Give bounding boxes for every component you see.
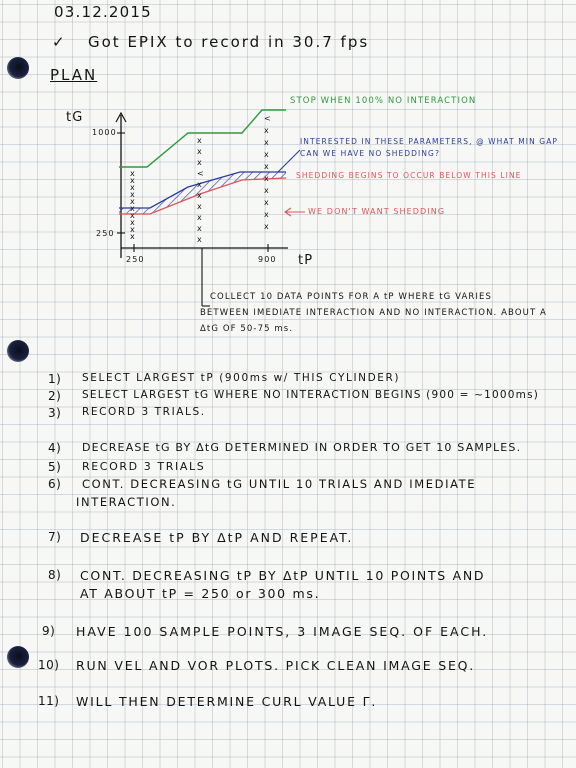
step-text: RECORD 3 TRIALS. (82, 406, 206, 418)
step-number: 1) (48, 372, 62, 386)
step-text: CONT. DECREASING tG UNTIL 10 TRIALS AND IMEDIATE (82, 477, 477, 491)
y-tick-1000: 1000 (92, 128, 117, 137)
x-tick-250: 250 (126, 255, 145, 264)
step-number: 5) (48, 460, 62, 474)
caption-line-3: ΔtG OF 50-75 ms. (200, 324, 294, 334)
step-number: 3) (48, 406, 62, 420)
step-number: 7) (48, 530, 62, 544)
step-number: 6) (48, 477, 62, 491)
y-tick-250: 250 (96, 229, 115, 238)
step-number: 9) (42, 624, 56, 638)
check-mark: ✓ (52, 33, 66, 51)
step-text: SELECT LARGEST tG WHERE NO INTERACTION BEGINS (900 = ~1000ms) (82, 389, 540, 401)
step-text: CONT. DECREASING tP BY ΔtP UNTIL 10 POINTS AND (80, 568, 486, 583)
step-text-continued: INTERACTION. (76, 495, 177, 509)
x-tick-900: 900 (258, 255, 277, 264)
date: 03.12.2015 (54, 3, 152, 21)
sample-points-col-1: x x x x x x x x x x (130, 169, 136, 241)
step-number: 8) (48, 568, 62, 582)
annotation-green: STOP WHEN 100% NO INTERACTION (290, 96, 477, 106)
sample-points-col-2: x x x < x x x x x x (197, 136, 205, 244)
step-number: 11) (38, 694, 60, 708)
step-text: HAVE 100 SAMPLE POINTS, 3 IMAGE SEQ. OF EACH. (76, 624, 489, 639)
blue-arrow (278, 150, 300, 172)
step-text: SELECT LARGEST tP (900ms w/ THIS CYLINDER) (82, 372, 401, 384)
plan-heading: PLAN (50, 66, 98, 84)
step-text: DECREASE tP BY ΔtP AND REPEAT. (80, 530, 354, 545)
caption-line-1: COLLECT 10 DATA POINTS FOR A tP WHERE tG VARIES (210, 292, 492, 302)
annotation-red-1: SHEDDING BEGINS TO OCCUR BELOW THIS LINE (296, 171, 522, 180)
step-text-continued: AT ABOUT tP = 250 or 300 ms. (80, 586, 321, 601)
sample-points-col-3: < x x x x x x x x x (264, 114, 272, 231)
step-text: RUN VEL AND VOR PLOTS. PICK CLEAN IMAGE SEQ. (76, 658, 476, 673)
step-text: WILL THEN DETERMINE CURL VALUE Γ. (76, 694, 378, 709)
step-number: 4) (48, 441, 62, 455)
step-text: DECREASE tG BY ΔtG DETERMINED IN ORDER TO GET 10 SAMPLES. (82, 441, 522, 454)
note-line: Got EPIX to record in 30.7 fps (88, 33, 370, 51)
x-axis-label: tP (298, 253, 314, 268)
annotation-blue-1: INTERESTED IN THESE PARAMETERS, @ WHAT MIN GAP (300, 137, 559, 146)
annotation-red-2: WE DON'T WANT SHEDDING (308, 207, 446, 216)
step-number: 2) (48, 389, 62, 403)
step-number: 10) (38, 658, 60, 672)
y-axis-label: tG (66, 110, 84, 125)
step-text: RECORD 3 TRIALS (82, 460, 206, 473)
annotation-blue-2: CAN WE HAVE NO SHEDDING? (300, 149, 441, 158)
caption-line-2: BETWEEN IMEDIATE INTERACTION AND NO INTERACTION. ABOUT A (200, 308, 547, 318)
